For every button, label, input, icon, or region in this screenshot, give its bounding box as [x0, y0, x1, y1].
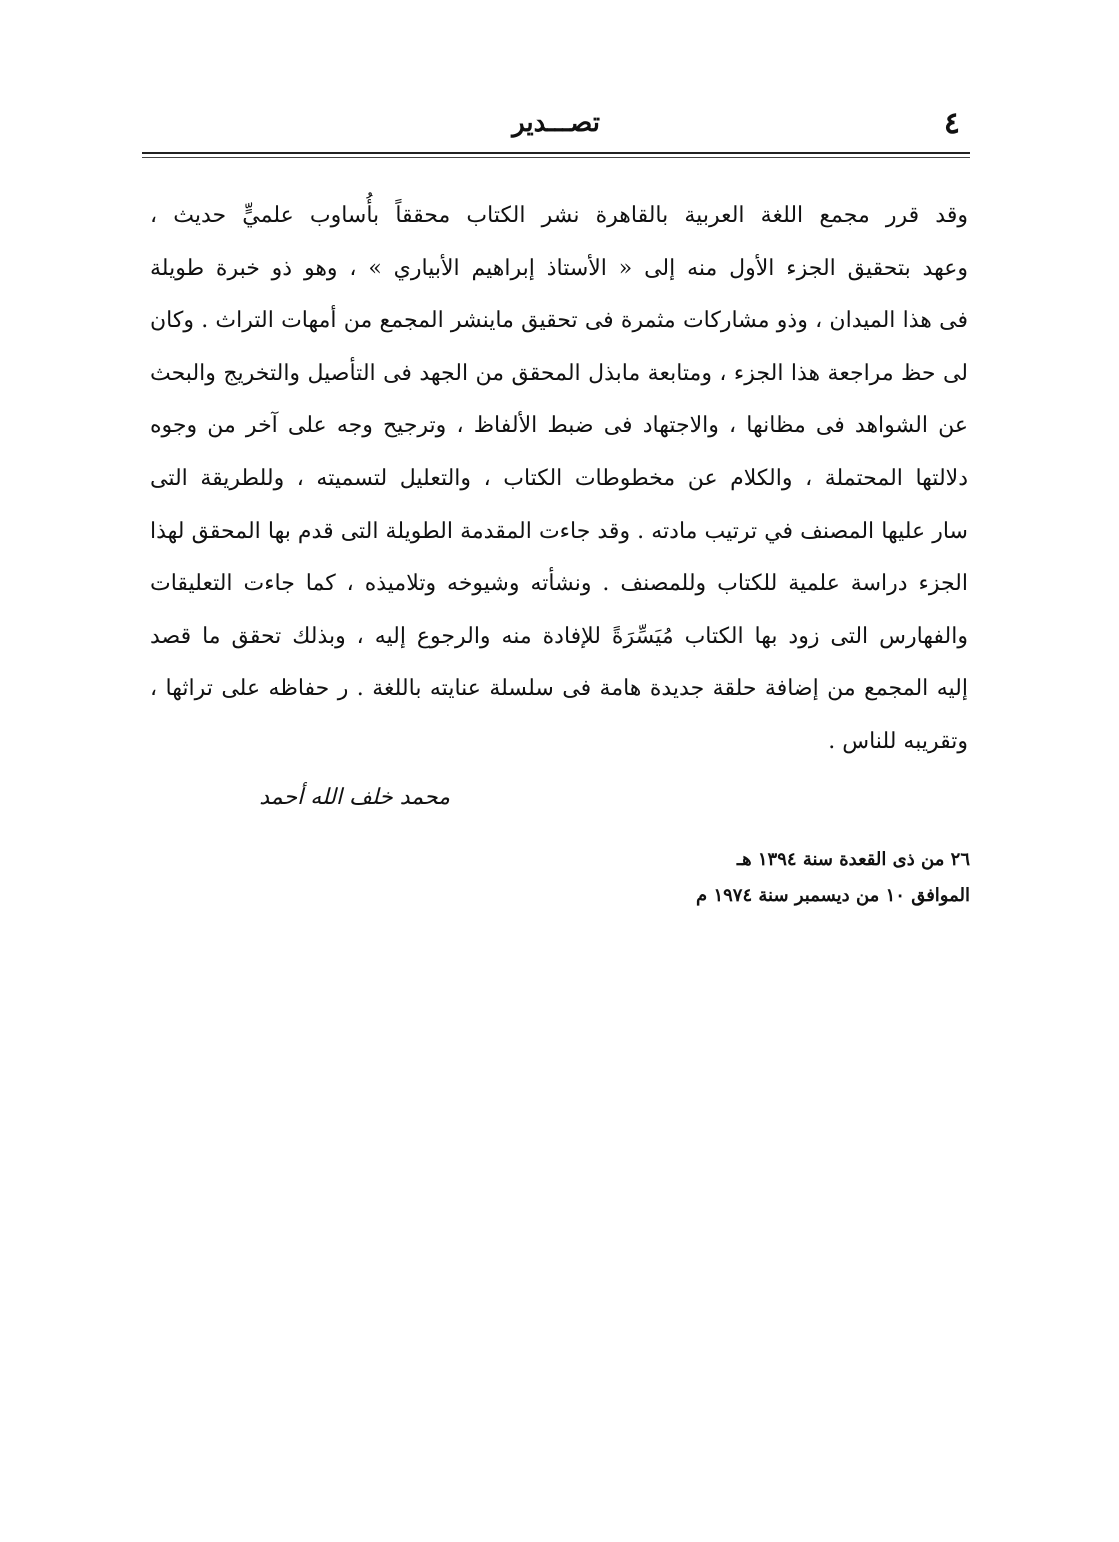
text-line: عن الشواهد فى مظانها ، والاجتهاد فى ضبط الألفاظ ، وترجيح وجه على آخر من وجوه: [150, 413, 968, 439]
text-line: والفهارس التى زود بها الكتاب مُيَسِّرَةً للإفادة منه والرجوع إليه ، وبذلك تحقق ما قصد: [150, 623, 968, 649]
signature: محمد خلف الله أحمد: [259, 785, 450, 810]
body-paragraph: [150, 190, 968, 769]
text-line: سار عليها المصنف في ترتيب مادته . وقد جاءت المقدمة الطويلة التى قدم بها المحقق لهذا: [150, 518, 968, 544]
header-divider: [142, 152, 970, 154]
hijri-date: ٢٦ من ذى القعدة سنة ١٣٩٤ هـ: [736, 849, 970, 870]
text-line: إليه المجمع من إضافة حلقة جديدة هامة فى سلسلة عنايته باللغة . ر حفاظه على تراثها ،: [150, 676, 968, 702]
text-line: فى هذا الميدان ، وذو مشاركات مثمرة فى تحقيق ماينشر المجمع من أمهات التراث . وكان: [150, 308, 968, 334]
text-line: وعهد بتحقيق الجزء الأول منه إلى « الأستاذ إبراهيم الأبياري » ، وهو ذو خبرة طويلة: [150, 255, 968, 281]
page-number: ٤: [943, 106, 960, 141]
date-block: [690, 842, 970, 914]
gregorian-date: الموافق ١٠ من ديسمبر سنة ١٩٧٤ م: [696, 885, 970, 906]
header-divider-thin: [142, 157, 970, 158]
text-line: الجزء دراسة علمية للكتاب وللمصنف . ونشأته وشيوخه وتلاميذه ، كما جاءت التعليقات: [150, 571, 968, 597]
page-header: [142, 100, 970, 156]
text-line: وتقريبه للناس .: [828, 728, 968, 754]
text-line: دلالتها المحتملة ، والكلام عن مخطوطات الكتاب ، والتعليل لتسميته ، وللطريقة التى: [150, 465, 968, 491]
page-title: تصـــدير: [512, 108, 600, 138]
text-line: وقد قرر مجمع اللغة العربية بالقاهرة نشر الكتاب محققاً بأُساوب علميٍّ حديث ،: [150, 203, 968, 228]
text-line: لى حظ مراجعة هذا الجزء ، ومتابعة مابذل المحقق من الجهد فى التأصيل والتخريج والبحث: [150, 360, 968, 386]
